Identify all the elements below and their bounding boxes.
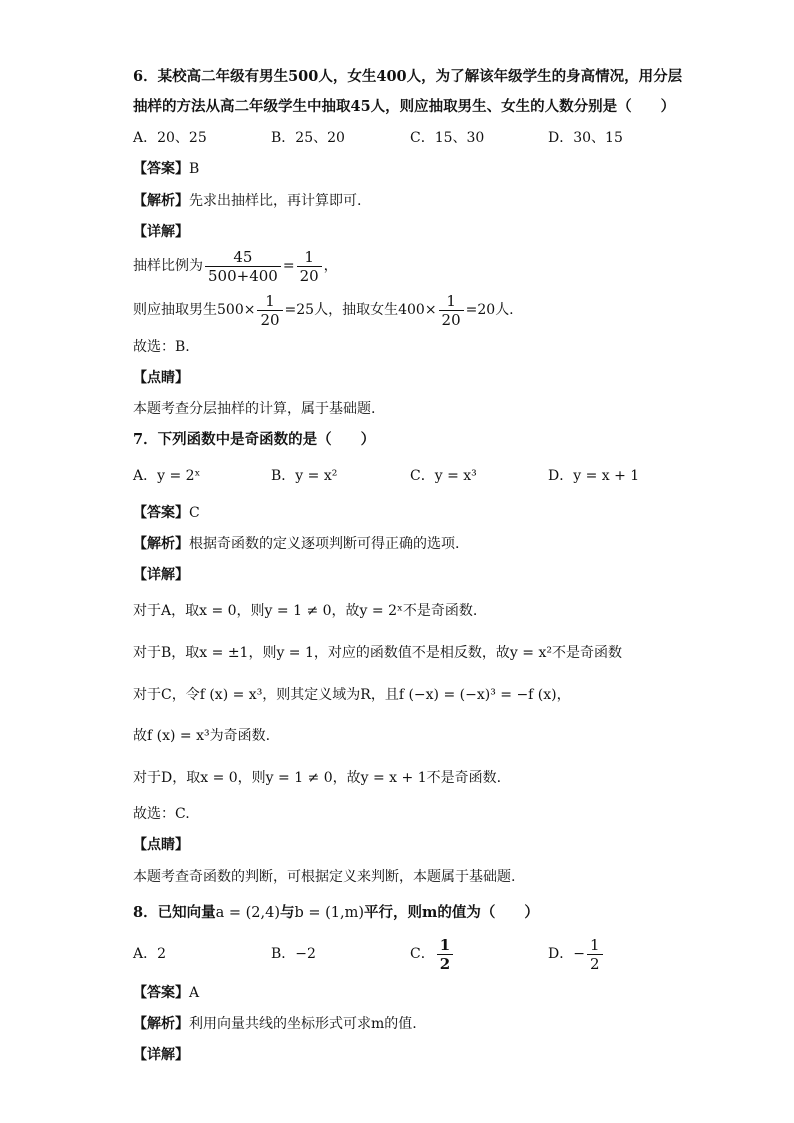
q7-case-d: 对于D，取x = 0，则y = 1 ≠ 0，故y = x + 1不是奇函数. [133, 770, 502, 786]
q8-option-d [548, 934, 605, 974]
ratio-fraction [205, 248, 281, 285]
analysis-text: 根据奇函数的定义逐项判断可得正确的选项. [189, 536, 460, 552]
q8-stem-mid: 与 [279, 904, 295, 921]
ratio-equals: = [282, 258, 295, 274]
analysis-tag: 【解析】 [133, 193, 189, 209]
q8-analysis [133, 1014, 417, 1034]
ratio-suffix: ， [323, 258, 338, 274]
q8-option-c-num: 1 [437, 936, 453, 955]
q8-option-d-num: 1 [587, 936, 603, 955]
q6-option-a: A．20、25 [133, 130, 207, 146]
q8-option-c-den: 2 [439, 954, 451, 973]
q7-case-b: 对于B，取x = ±1，则y = 1，对应的函数值不是相反数，故y = x²不是奇函数 [133, 645, 622, 661]
answer-tag: 【答案】 [133, 505, 189, 521]
q8-answer [133, 983, 199, 1003]
ratio-result [297, 248, 322, 285]
q6-calc-line [133, 290, 514, 330]
ratio-result-den: 20 [299, 266, 319, 285]
ratio-numerator: 45 [205, 248, 281, 267]
q8-stem [133, 903, 539, 923]
q7-option-d: D．y = x + 1 [548, 468, 640, 484]
ratio-prefix: 抽样比例为 [133, 258, 203, 274]
q8-option-c [410, 934, 455, 974]
calc-fraction-1-den: 20 [260, 310, 280, 329]
q7-case-c-conclusion: 故f (x) = x³为奇函数. [133, 728, 271, 744]
ratio-denominator: 500+400 [208, 266, 278, 285]
q7-option-b: B．y = x² [271, 468, 338, 484]
q6-ratio-line [133, 246, 338, 286]
q7-answer [133, 503, 200, 523]
calc-female-result: =20 [465, 302, 496, 318]
q7-option-c: C．y = x³ [410, 468, 477, 484]
q6-choose: 故选：B. [133, 339, 190, 355]
calc-fraction-2-den: 20 [441, 310, 461, 329]
q8-option-d-fraction [587, 936, 603, 973]
calc-male: 500× [217, 302, 256, 318]
q8-stem-post: 平行，则m的值为（ ） [364, 904, 539, 921]
calc-male-result: =25 [284, 302, 315, 318]
q6-analysis [133, 191, 361, 211]
q7-analysis [133, 534, 459, 554]
calc-mid: 人，抽取女生 [314, 302, 399, 318]
q7-case-a: 对于A，取x = 0，则y = 1 ≠ 0，故y = 2ˣ不是奇函数. [133, 603, 478, 619]
analysis-text: 利用向量共线的坐标形式可求m的值. [189, 1016, 417, 1032]
ratio-result-num: 1 [297, 248, 322, 267]
q8-option-c-fraction [437, 936, 453, 973]
analysis-text: 先求出抽样比，再计算即可. [189, 193, 362, 209]
q6-comment: 本题考查分层抽样的计算，属于基础题. [133, 401, 376, 417]
vector-a: a = (2,4) [215, 905, 280, 921]
q7-comment-tag: 【点睛】 [133, 837, 189, 853]
answer-value: B [189, 161, 200, 177]
analysis-tag: 【解析】 [133, 1016, 189, 1032]
q7-option-a: A．y = 2ˣ [133, 468, 201, 484]
calc-female: 400× [398, 302, 437, 318]
calc-fraction-1-num: 1 [257, 292, 282, 311]
vector-b: b = (1,m) [294, 905, 365, 921]
answer-value: C [189, 505, 200, 521]
q6-stem-line1: 6．某校高二年级有男生500人，女生400人，为了解该年级学生的身高情况，用分层 [133, 68, 683, 85]
q8-option-a: A．2 [133, 946, 167, 962]
q7-detail-tag: 【详解】 [133, 567, 189, 583]
q7-case-c: 对于C，令f (x) = x³，则其定义域为R，且f (−x) = (−x)³ = −f (x)， [133, 687, 571, 703]
q6-option-d: D．30、15 [548, 130, 623, 146]
answer-tag: 【答案】 [133, 161, 189, 177]
q7-stem: 7．下列函数中是奇函数的是（ ） [133, 431, 376, 448]
q7-comment: 本题考查奇函数的判断，可根据定义来判断，本题属于基础题. [133, 869, 516, 885]
q6-comment-tag: 【点睛】 [133, 370, 189, 386]
q6-option-b: B．25、20 [271, 130, 345, 146]
q7-choose: 故选：C. [133, 806, 190, 822]
calc-prefix: 则应抽取男生 [133, 302, 217, 318]
q6-detail-tag: 【详解】 [133, 224, 189, 240]
calc-fraction-1 [257, 292, 282, 329]
calc-suffix: 人. [495, 302, 514, 318]
q8-option-d-label: D．− [548, 946, 585, 962]
answer-tag: 【答案】 [133, 985, 189, 1001]
answer-value: A [189, 985, 200, 1001]
q8-stem-pre: 8．已知向量 [133, 904, 216, 921]
q8-option-b: B．−2 [271, 946, 316, 962]
q8-detail-tag: 【详解】 [133, 1047, 189, 1063]
q6-option-c: C．15、30 [410, 130, 485, 146]
q6-answer [133, 159, 199, 179]
calc-fraction-2 [439, 292, 464, 329]
calc-fraction-2-num: 1 [439, 292, 464, 311]
q8-option-d-den: 2 [589, 954, 600, 973]
analysis-tag: 【解析】 [133, 536, 189, 552]
q8-option-c-label: C． [410, 946, 435, 962]
q6-stem-line2: 抽样的方法从高二年级学生中抽取45人，则应抽取男生、女生的人数分别是（ ） [133, 98, 676, 115]
